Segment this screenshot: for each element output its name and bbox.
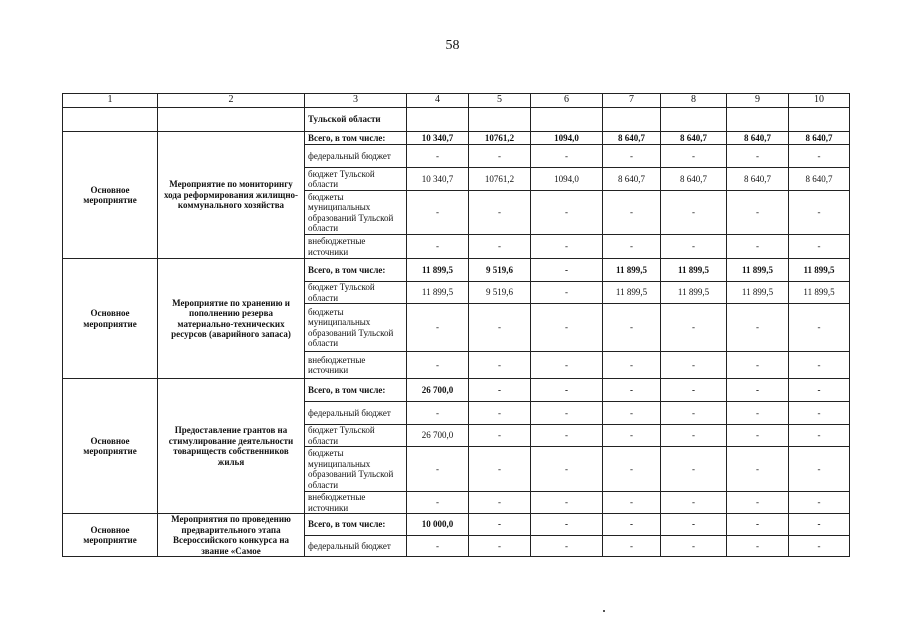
amount-cell: 8 640,7 bbox=[603, 168, 661, 191]
funding-source-cell: бюджет Тульской области bbox=[305, 425, 407, 447]
amount-cell: - bbox=[603, 402, 661, 425]
funding-source-cell: внебюджетные источники bbox=[305, 492, 407, 514]
empty-cell bbox=[407, 108, 469, 132]
amount-cell: - bbox=[603, 536, 661, 557]
amount-cell: - bbox=[531, 145, 603, 168]
continuation-row bbox=[63, 108, 850, 132]
table-row bbox=[63, 379, 850, 402]
amount-cell: - bbox=[789, 352, 850, 379]
amount-cell: - bbox=[661, 402, 727, 425]
amount-cell: - bbox=[789, 379, 850, 402]
amount-cell: - bbox=[727, 402, 789, 425]
activity-type-cell: Основное мероприятие bbox=[63, 379, 158, 514]
funding-source-cell: внебюджетные источники bbox=[305, 352, 407, 379]
amount-cell: 11 899,5 bbox=[407, 282, 469, 304]
amount-cell: - bbox=[789, 191, 850, 235]
amount-cell: - bbox=[469, 536, 531, 557]
empty-cell bbox=[789, 108, 850, 132]
column-header: 7 bbox=[603, 94, 661, 108]
activity-name-cell: Предоставление грантов на стимулирование деятельности товариществ собственников жилья bbox=[158, 379, 305, 514]
column-header: 10 bbox=[789, 94, 850, 108]
amount-cell: 11 899,5 bbox=[603, 282, 661, 304]
amount-cell: - bbox=[789, 514, 850, 536]
amount-cell: - bbox=[407, 235, 469, 259]
funding-source-cell: внебюджетные источники bbox=[305, 235, 407, 259]
amount-cell: 11 899,5 bbox=[789, 259, 850, 282]
amount-cell: - bbox=[727, 191, 789, 235]
amount-cell: 10761,2 bbox=[469, 168, 531, 191]
amount-cell: - bbox=[789, 425, 850, 447]
amount-cell: - bbox=[531, 425, 603, 447]
empty-cell bbox=[469, 108, 531, 132]
amount-cell: - bbox=[727, 352, 789, 379]
funding-source-cell: Всего, в том числе: bbox=[305, 132, 407, 145]
amount-cell: - bbox=[407, 447, 469, 492]
amount-cell: - bbox=[661, 191, 727, 235]
program-funding-table bbox=[62, 93, 850, 557]
empty-cell bbox=[661, 108, 727, 132]
amount-cell: - bbox=[661, 235, 727, 259]
amount-cell: - bbox=[603, 235, 661, 259]
amount-cell: - bbox=[531, 282, 603, 304]
amount-cell: - bbox=[603, 514, 661, 536]
column-header: 8 bbox=[661, 94, 727, 108]
amount-cell: 11 899,5 bbox=[407, 259, 469, 282]
amount-cell: 11 899,5 bbox=[789, 282, 850, 304]
amount-cell: - bbox=[469, 492, 531, 514]
amount-cell: - bbox=[469, 235, 531, 259]
amount-cell: - bbox=[469, 402, 531, 425]
activity-type-cell: Основное мероприятие bbox=[63, 132, 158, 259]
activity-name-cell: Мероприятие по хранению и пополнению резерва материально-технических ресурсов (аварийного запаса) bbox=[158, 259, 305, 379]
column-header: 5 bbox=[469, 94, 531, 108]
amount-cell: - bbox=[531, 352, 603, 379]
amount-cell: - bbox=[469, 447, 531, 492]
amount-cell: 11 899,5 bbox=[603, 259, 661, 282]
amount-cell: - bbox=[727, 304, 789, 352]
amount-cell: - bbox=[661, 514, 727, 536]
activity-type-cell: Основное мероприятие bbox=[63, 514, 158, 557]
scan-speck bbox=[603, 610, 605, 612]
amount-cell: - bbox=[727, 492, 789, 514]
amount-cell: 10 000,0 bbox=[407, 514, 469, 536]
amount-cell: - bbox=[469, 145, 531, 168]
amount-cell: - bbox=[789, 145, 850, 168]
amount-cell: - bbox=[603, 352, 661, 379]
amount-cell: - bbox=[531, 235, 603, 259]
funding-source-cell: бюджет Тульской области bbox=[305, 282, 407, 304]
empty-cell bbox=[603, 108, 661, 132]
amount-cell: - bbox=[727, 379, 789, 402]
empty-cell bbox=[727, 108, 789, 132]
amount-cell: - bbox=[727, 425, 789, 447]
amount-cell: 9 519,6 bbox=[469, 282, 531, 304]
amount-cell: - bbox=[469, 191, 531, 235]
table-row bbox=[63, 259, 850, 282]
column-header: 6 bbox=[531, 94, 603, 108]
amount-cell: - bbox=[661, 536, 727, 557]
amount-cell: - bbox=[531, 259, 603, 282]
empty-cell bbox=[531, 108, 603, 132]
funding-source-cell: Всего, в том числе: bbox=[305, 514, 407, 536]
table-row bbox=[63, 132, 850, 145]
amount-cell: - bbox=[603, 379, 661, 402]
amount-cell: 9 519,6 bbox=[469, 259, 531, 282]
amount-cell: - bbox=[661, 304, 727, 352]
amount-cell: - bbox=[531, 379, 603, 402]
amount-cell: 1094,0 bbox=[531, 132, 603, 145]
amount-cell: - bbox=[531, 191, 603, 235]
amount-cell: 8 640,7 bbox=[789, 168, 850, 191]
activity-name-cell: Мероприятия по проведению предварительного этапа Всероссийского конкурса на звание «Самое bbox=[158, 514, 305, 557]
column-header: 3 bbox=[305, 94, 407, 108]
amount-cell: - bbox=[531, 492, 603, 514]
funding-source-cell: бюджеты муниципальных образований Тульской области bbox=[305, 304, 407, 352]
amount-cell: - bbox=[407, 352, 469, 379]
amount-cell: - bbox=[727, 145, 789, 168]
funding-source-cell: федеральный бюджет bbox=[305, 145, 407, 168]
amount-cell: 8 640,7 bbox=[661, 132, 727, 145]
amount-cell: 8 640,7 bbox=[789, 132, 850, 145]
activity-type-cell: Основное мероприятие bbox=[63, 259, 158, 379]
amount-cell: - bbox=[789, 304, 850, 352]
amount-cell: 11 899,5 bbox=[727, 259, 789, 282]
amount-cell: - bbox=[469, 514, 531, 536]
amount-cell: - bbox=[727, 235, 789, 259]
table-body bbox=[63, 94, 850, 557]
amount-cell: - bbox=[661, 352, 727, 379]
amount-cell: - bbox=[531, 447, 603, 492]
column-header: 4 bbox=[407, 94, 469, 108]
amount-cell: 10 340,7 bbox=[407, 132, 469, 145]
table-row bbox=[63, 514, 850, 536]
amount-cell: 11 899,5 bbox=[727, 282, 789, 304]
amount-cell: - bbox=[469, 425, 531, 447]
amount-cell: 1094,0 bbox=[531, 168, 603, 191]
amount-cell: - bbox=[789, 536, 850, 557]
amount-cell: - bbox=[661, 447, 727, 492]
funding-source-cell: Всего, в том числе: bbox=[305, 259, 407, 282]
amount-cell: - bbox=[603, 492, 661, 514]
amount-cell: - bbox=[407, 492, 469, 514]
amount-cell: - bbox=[469, 304, 531, 352]
amount-cell: - bbox=[407, 145, 469, 168]
amount-cell: - bbox=[531, 304, 603, 352]
amount-cell: 10761,2 bbox=[469, 132, 531, 145]
amount-cell: - bbox=[661, 492, 727, 514]
amount-cell: - bbox=[727, 536, 789, 557]
funding-source-cell: бюджет Тульской области bbox=[305, 168, 407, 191]
amount-cell: - bbox=[789, 402, 850, 425]
amount-cell: 11 899,5 bbox=[661, 282, 727, 304]
amount-cell: - bbox=[603, 425, 661, 447]
amount-cell: - bbox=[531, 514, 603, 536]
amount-cell: - bbox=[603, 447, 661, 492]
column-header: 2 bbox=[158, 94, 305, 108]
amount-cell: - bbox=[407, 402, 469, 425]
funding-source-cell: бюджеты муниципальных образований Тульской области bbox=[305, 447, 407, 492]
amount-cell: - bbox=[603, 191, 661, 235]
amount-cell: - bbox=[661, 145, 727, 168]
funding-source-cell: Тульской области bbox=[305, 108, 407, 132]
amount-cell: - bbox=[661, 379, 727, 402]
amount-cell: - bbox=[789, 235, 850, 259]
amount-cell: 8 640,7 bbox=[603, 132, 661, 145]
amount-cell: 11 899,5 bbox=[661, 259, 727, 282]
amount-cell: - bbox=[727, 514, 789, 536]
column-header: 1 bbox=[63, 94, 158, 108]
amount-cell: 10 340,7 bbox=[407, 168, 469, 191]
amount-cell: - bbox=[789, 492, 850, 514]
amount-cell: - bbox=[603, 304, 661, 352]
amount-cell: 8 640,7 bbox=[727, 132, 789, 145]
funding-source-cell: федеральный бюджет bbox=[305, 402, 407, 425]
amount-cell: - bbox=[407, 304, 469, 352]
header-row bbox=[63, 94, 850, 108]
amount-cell: - bbox=[531, 536, 603, 557]
amount-cell: - bbox=[407, 191, 469, 235]
amount-cell: 8 640,7 bbox=[727, 168, 789, 191]
amount-cell: 8 640,7 bbox=[661, 168, 727, 191]
empty-cell bbox=[63, 108, 158, 132]
amount-cell: 26 700,0 bbox=[407, 379, 469, 402]
amount-cell: - bbox=[661, 425, 727, 447]
amount-cell: - bbox=[531, 402, 603, 425]
funding-source-cell: федеральный бюджет bbox=[305, 536, 407, 557]
page-number: 58 bbox=[445, 38, 460, 53]
amount-cell: - bbox=[789, 447, 850, 492]
funding-source-cell: бюджеты муниципальных образований Тульской области bbox=[305, 191, 407, 235]
activity-name-cell: Мероприятие по мониторингу хода реформирования жилищно-коммунального хозяйства bbox=[158, 132, 305, 259]
amount-cell: - bbox=[469, 352, 531, 379]
amount-cell: - bbox=[727, 447, 789, 492]
column-header: 9 bbox=[727, 94, 789, 108]
amount-cell: - bbox=[407, 536, 469, 557]
amount-cell: - bbox=[469, 379, 531, 402]
amount-cell: - bbox=[603, 145, 661, 168]
funding-source-cell: Всего, в том числе: bbox=[305, 379, 407, 402]
amount-cell: 26 700,0 bbox=[407, 425, 469, 447]
empty-cell bbox=[158, 108, 305, 132]
